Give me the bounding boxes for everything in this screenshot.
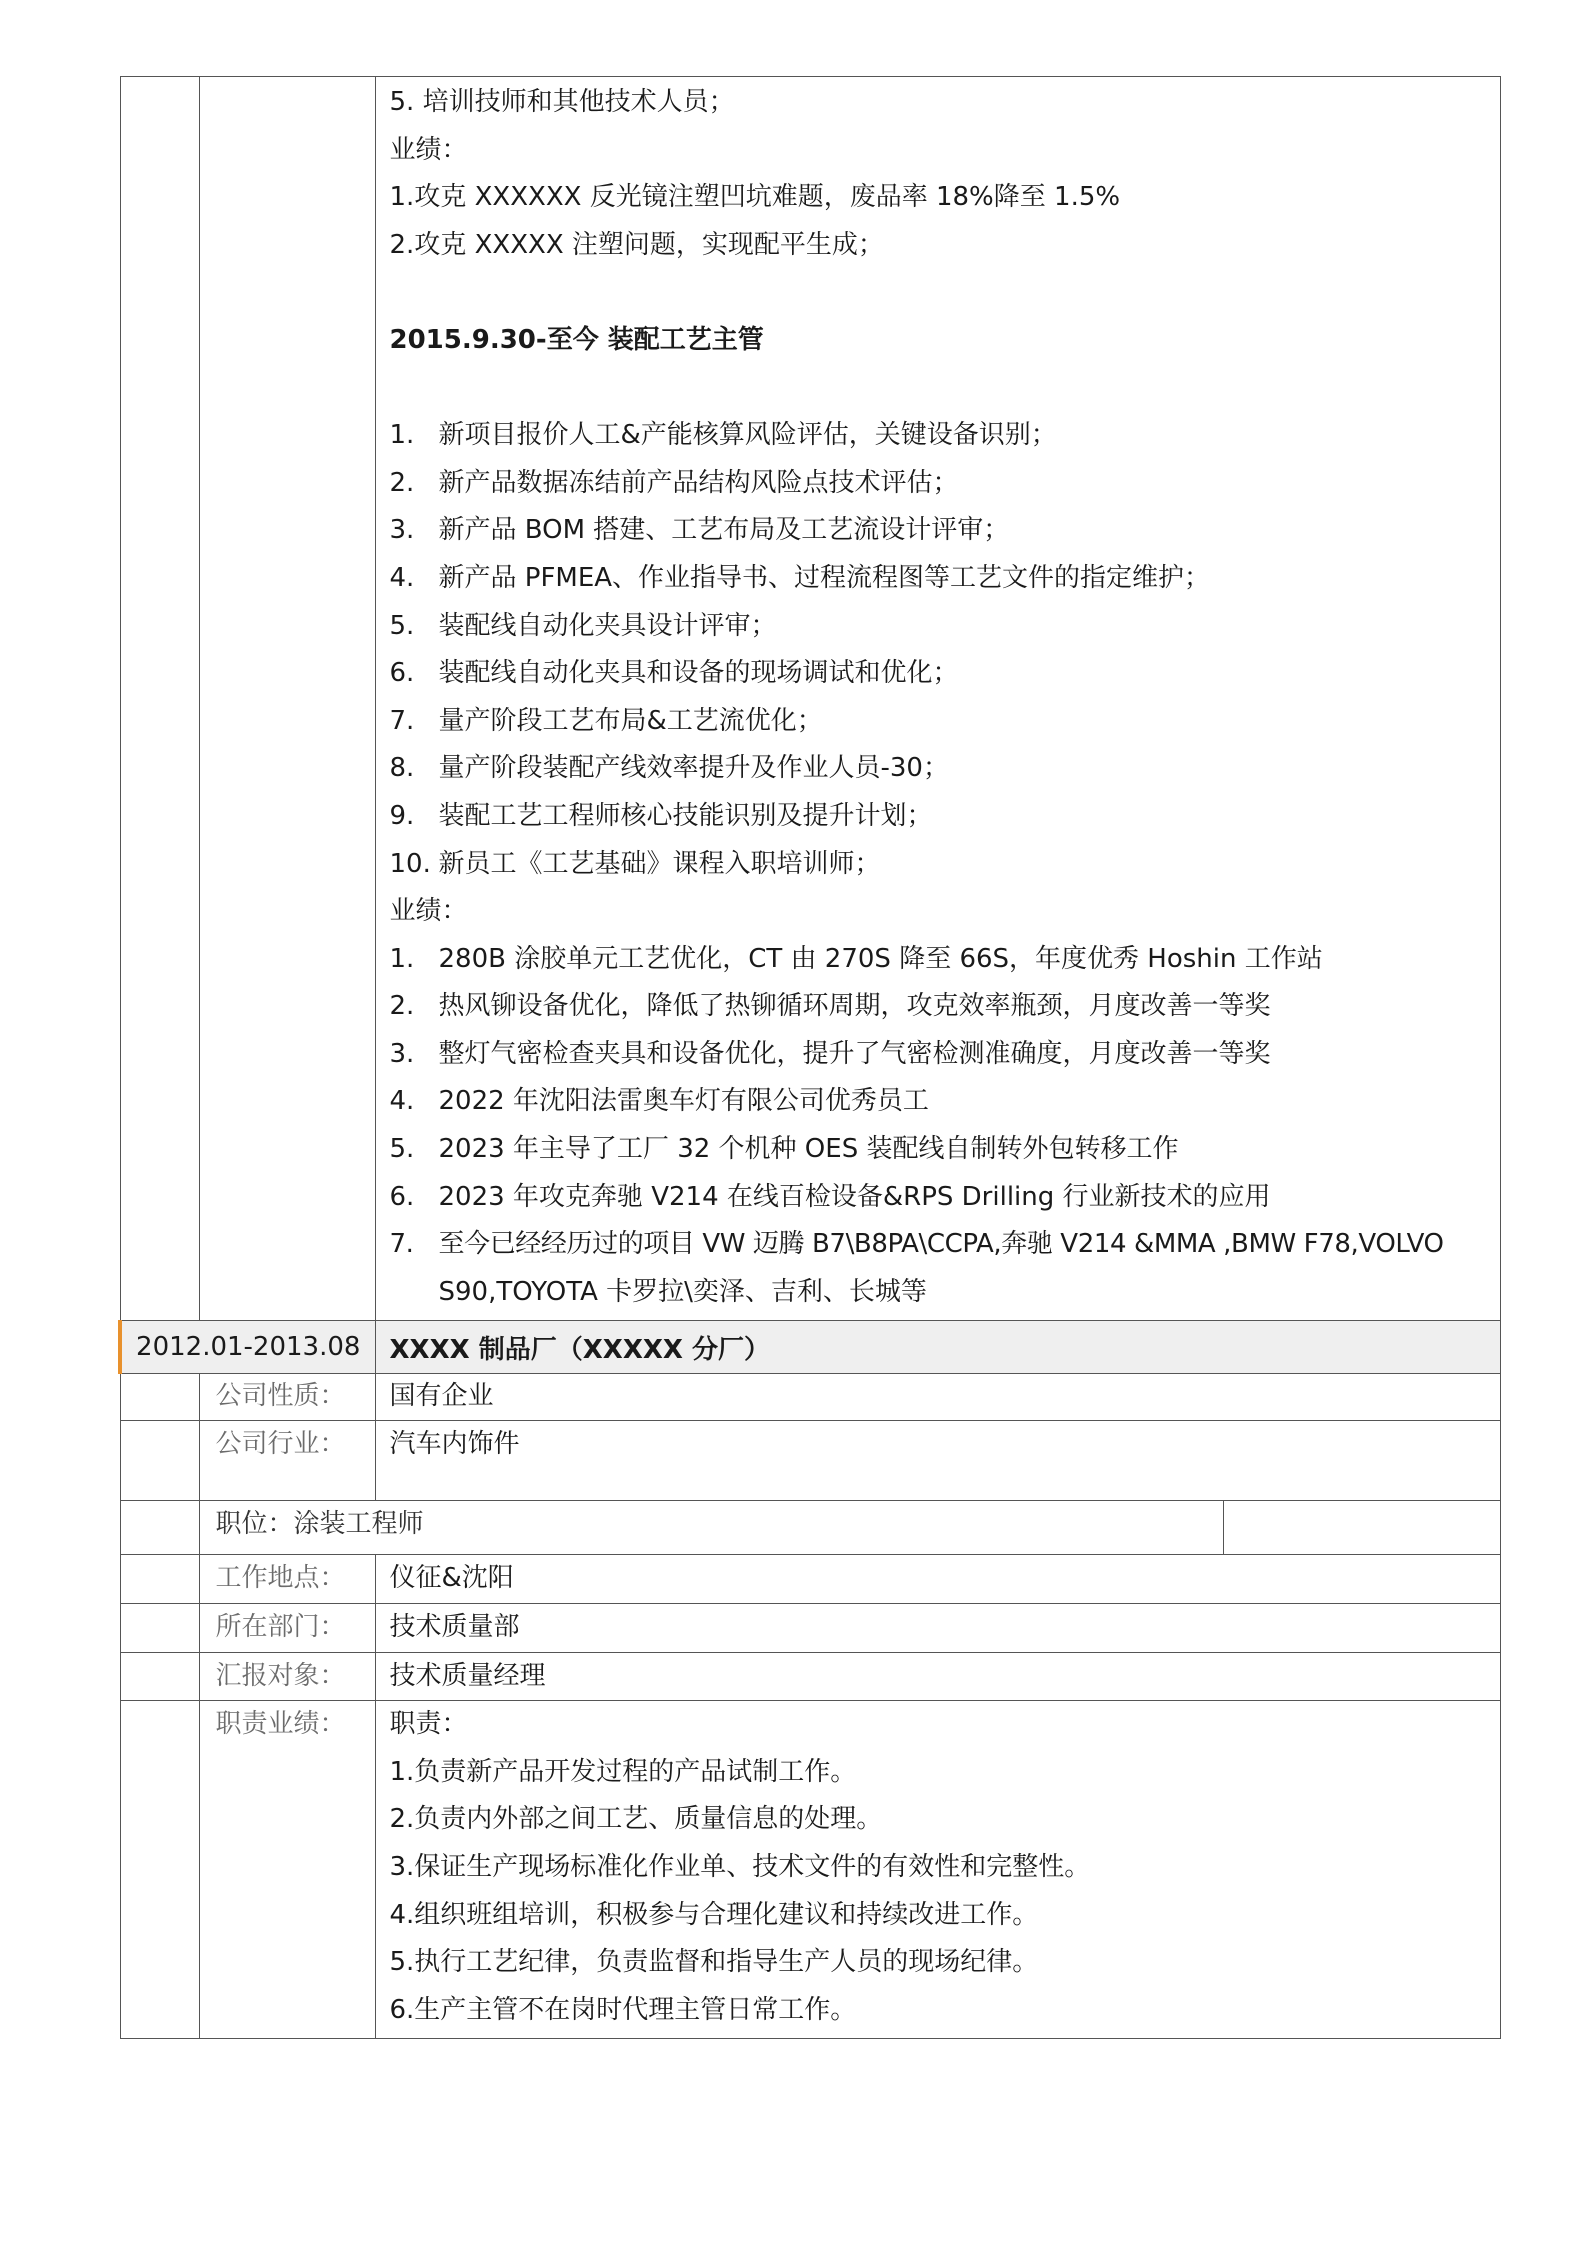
duty-item: [390, 793, 1487, 841]
company-nature-row: [120, 1374, 1501, 1421]
duty-text: 量产阶段工艺布局&工艺流优化；: [438, 705, 823, 736]
duty-text: 新员工《工艺基础》课程入职培训师；: [438, 848, 881, 879]
duty-text: 装配工艺工程师核心技能识别及提升计划；: [438, 800, 933, 831]
result-text: 热风铆设备优化，降低了热铆循环周期，攻克效率瓶颈，月度改善一等奖: [438, 991, 1271, 1022]
duty-line: 4.组织班组培训，积极参与合理化建议和持续改进工作。: [389, 1899, 1039, 1930]
duty-text: 新产品 BOM 搭建、工艺布局及工艺流设计评审；: [438, 515, 1010, 546]
duty-text: 量产阶段装配产线效率提升及作业人员-30；: [438, 753, 949, 784]
duty-number: 6.: [389, 658, 415, 689]
duty-item: [390, 507, 1487, 555]
result-item: [390, 1221, 1487, 1269]
result-item: [390, 983, 1487, 1031]
company-bold-part: XXXX: [389, 1334, 470, 1365]
result-item-continued: [390, 1269, 1487, 1317]
spacer: [390, 269, 1487, 317]
company-part: 制品厂（: [469, 1334, 583, 1365]
duty-text: 新项目报价人工&产能核算风险评估，关键设备识别；: [438, 420, 1057, 451]
result-number: 5.: [389, 1134, 415, 1165]
role-heading-date: 2015.9.30-: [389, 324, 547, 355]
duty-line: 2.负责内外部之间工艺、质量信息的处理。: [389, 1804, 883, 1835]
job-company-name: [375, 1321, 1501, 1374]
duty-number: 10.: [389, 848, 431, 879]
department-row: [120, 1604, 1501, 1653]
duty-line: 1.负责新产品开发过程的产品试制工作。: [389, 1756, 857, 1787]
results-label: 业绩：: [389, 896, 468, 927]
duty-number: 2.: [389, 467, 415, 498]
result-item: [390, 936, 1487, 984]
result-item: [390, 1126, 1487, 1174]
company-nature-label: 公司性质：: [199, 1374, 375, 1421]
company-industry-value: 汽车内饰件: [375, 1421, 1501, 1501]
duties-content: [375, 1701, 1501, 2039]
prev-job-content: [375, 77, 1501, 1321]
result-number: 2.: [389, 991, 415, 1022]
result-number: 3.: [389, 1038, 415, 1069]
position-extra-cell: [1223, 1501, 1500, 1555]
result-item: [390, 1174, 1487, 1222]
spacer: [390, 365, 1487, 413]
duty-number: 3.: [389, 515, 415, 546]
achievement-item: 2.攻克 XXXXX 注塑问题，实现配平生成；: [389, 229, 884, 260]
duty-text: 装配线自动化夹具和设备的现场调试和优化；: [438, 658, 959, 689]
result-item: [390, 1078, 1487, 1126]
duty-line: 3.保证生产现场标准化作业单、技术文件的有效性和完整性。: [389, 1852, 1091, 1882]
result-number: 4.: [389, 1086, 415, 1117]
duty-number: 9.: [389, 800, 415, 831]
company-nature-value: 国有企业: [375, 1374, 1501, 1421]
duty-item: [390, 555, 1487, 603]
result-number: 7.: [389, 1229, 414, 1260]
left-margin-cell: [120, 77, 199, 1321]
duty-item: [390, 841, 1487, 889]
result-text: 至今已经经历过的项目 VW 迈腾 B7\B8PA\CCPA,奔驰 V214 &MMA ,BMW F78,VOLVO: [438, 1229, 1444, 1260]
job-date-range: 2012.01-2013.08: [120, 1321, 375, 1374]
duty-item: [390, 603, 1487, 651]
result-text: 280B 涂胶单元工艺优化，CT 由 270S 降至 66S，年度优秀 Hoshin 工作站: [438, 943, 1323, 974]
duty-item: [390, 745, 1487, 793]
duty-line: 5.执行工艺纪律，负责监督和指导生产人员的现场纪律。: [389, 1947, 1039, 1978]
result-text: 2023 年主导了工厂 32 个机种 OES 装配线自制转外包转移工作: [438, 1134, 1179, 1165]
company-industry-row: [120, 1421, 1501, 1501]
duties-row: [120, 1701, 1501, 2039]
role-heading-title: 至今 装配工艺主管: [546, 324, 764, 355]
achievements-label: 业绩：: [389, 134, 468, 165]
company-industry-label: 公司行业：: [199, 1421, 375, 1501]
duty-text: 新产品数据冻结前产品结构风险点技术评估；: [438, 467, 959, 498]
duty-number: 5.: [389, 610, 415, 641]
result-text: 2023 年攻克奔驰 V214 在线百检设备&RPS Drilling 行业新技术的应用: [438, 1181, 1271, 1212]
location-label: 工作地点：: [199, 1555, 375, 1604]
duties-label: 职责业绩：: [199, 1701, 375, 2039]
duty-number: 7.: [389, 705, 415, 736]
position-row: [120, 1501, 1501, 1555]
duties-heading: 职责：: [389, 1709, 468, 1740]
result-text: 2022 年沈阳法雷奥车灯有限公司优秀员工: [438, 1086, 929, 1117]
result-number: 1.: [389, 943, 415, 974]
report-to-label: 汇报对象：: [199, 1652, 375, 1701]
duty-text: 新产品 PFMEA、作业指导书、过程流程图等工艺文件的指定维护；: [438, 562, 1211, 593]
duty-line: 6.生产主管不在岗时代理主管日常工作。: [389, 1994, 857, 2025]
duty-item: [390, 412, 1487, 460]
report-to-row: [120, 1652, 1501, 1701]
resume-table: [118, 76, 1501, 2039]
company-bold-part: XXXXX: [582, 1334, 683, 1365]
duty-item: [390, 460, 1487, 508]
duty-number: 4.: [389, 562, 415, 593]
intro-item: 5. 培训技师和其他技术人员；: [389, 87, 735, 117]
duty-item: [390, 650, 1487, 698]
duty-number: 8.: [389, 753, 415, 784]
prev-job-detail-row: [120, 77, 1501, 1321]
position-title: 职位：涂装工程师: [199, 1501, 1223, 1555]
result-item: [390, 1031, 1487, 1079]
result-number: 6.: [389, 1181, 415, 1212]
company-part: 分厂）: [682, 1334, 771, 1365]
location-value: 仪征&沈阳: [375, 1555, 1501, 1604]
duty-item: [390, 698, 1487, 746]
job-header-row: [120, 1321, 1501, 1374]
duty-text: 装配线自动化夹具设计评审；: [438, 610, 777, 641]
report-to-value: 技术质量经理: [375, 1652, 1501, 1701]
result-text: 整灯气密检查夹具和设备优化，提升了气密检测准确度，月度改善一等奖: [438, 1038, 1271, 1069]
location-row: [120, 1555, 1501, 1604]
duty-number: 1.: [389, 420, 415, 451]
department-value: 技术质量部: [375, 1604, 1501, 1653]
achievement-item: 1.攻克 XXXXXX 反光镜注塑凹坑难题，废品率 18%降至 1.5%: [389, 182, 1121, 213]
role-heading: [390, 317, 1487, 365]
department-label: 所在部门：: [199, 1604, 375, 1653]
result-text: S90,TOYOTA 卡罗拉\奕泽、吉利、长城等: [438, 1276, 927, 1307]
label-cell-empty: [199, 77, 375, 1321]
